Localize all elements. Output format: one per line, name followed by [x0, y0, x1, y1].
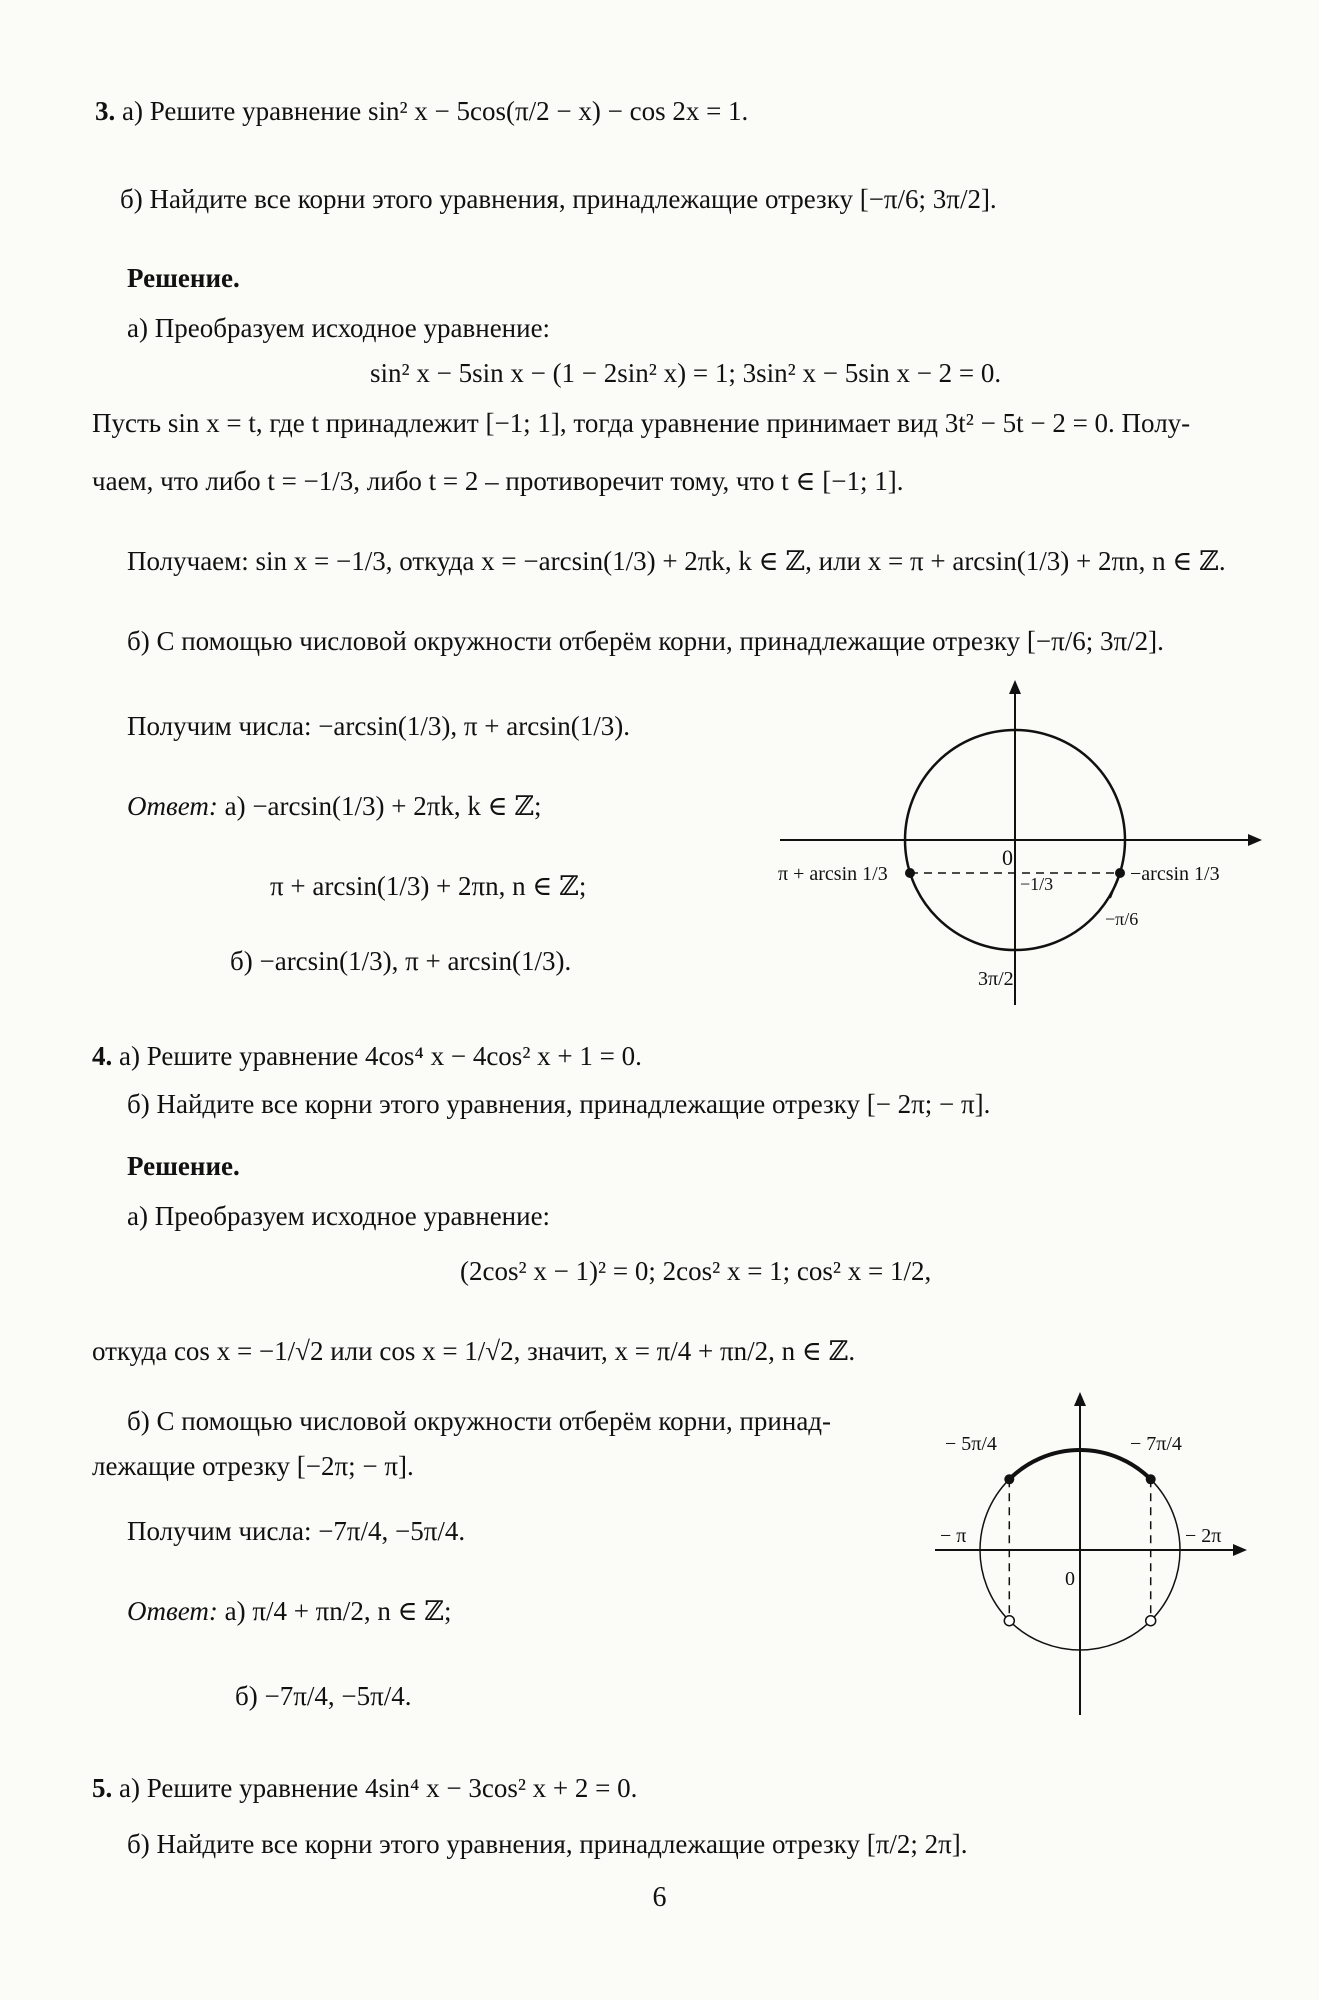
y-axis-arrow-icon — [1074, 1392, 1086, 1406]
bottom-label: 3π/2 — [978, 968, 1014, 990]
problem-4-part-a — [92, 1040, 642, 1074]
point-open — [1004, 1616, 1014, 1626]
solution-line: Пусть sin x = t, где t принадлежит [−1; 1], тогда уравнение принимает вид 3t² − 5t − 2 = 0. Полу- — [92, 408, 1191, 438]
solution-formula: sin² x − 5sin x − (1 − 2sin² x) = 1; 3sin² x − 5sin x − 2 = 0. — [370, 358, 1002, 388]
point-left-label: π + arcsin 1/3 — [778, 863, 888, 885]
solution-line: б) С помощью числовой окружности отберём корни, принадлежащие отрезку [−π/6; 3π/2]. — [127, 626, 1164, 656]
problem-text: а) Решите уравнение 4cos⁴ x − 4cos² x + 1 = 0. — [119, 1041, 642, 1071]
point-left — [905, 868, 915, 878]
answer-line — [127, 1595, 452, 1629]
solution-line: а) Преобразуем исходное уравнение: — [127, 313, 551, 343]
origin-label: 0 — [1065, 1568, 1075, 1590]
solution-line: Получаем: sin x = −1/3, откуда x = −arcsin(1/3) + 2πk, k ∈ ℤ, или x = π + arcsin(1/3) + 2πn, n ∈ ℤ. — [127, 546, 1226, 576]
solution-line: б) С помощью числовой окружности отберём корни, принад- — [127, 1406, 832, 1436]
answer-label: Ответ: — [127, 791, 218, 821]
origin-label: 0 — [1002, 845, 1013, 870]
unit-circle-figure-2 — [935, 1390, 1255, 1720]
problem-4-part-b: б) Найдите все корни этого уравнения, принадлежащие отрезку [− 2π; − π]. — [127, 1089, 991, 1119]
answer-line — [127, 790, 542, 824]
problem-number: 5. — [92, 1773, 113, 1803]
answer-text: а) −arcsin(1/3) + 2πk, k ∈ ℤ; — [224, 791, 542, 821]
x-axis-arrow-icon — [1248, 834, 1262, 846]
tick-pi6 — [1110, 873, 1120, 898]
problem-text: а) Решите уравнение 4sin⁴ x − 3cos² x + 2 = 0. — [119, 1773, 638, 1803]
solution-formula: (2cos² x − 1)² = 0; 2cos² x = 1; cos² x = 1/2, — [460, 1256, 932, 1286]
x-axis-arrow-icon — [1233, 1544, 1247, 1556]
answer-label: Ответ: — [127, 1596, 218, 1626]
problem-text: а) Решите уравнение sin² x − 5cos(π/2 − x) − cos 2x = 1. — [122, 96, 749, 126]
left-label: − π — [940, 1525, 967, 1547]
answer-text: а) π/4 + πn/2, n ∈ ℤ; — [224, 1596, 452, 1626]
y-axis-arrow-icon — [1009, 680, 1021, 694]
minus-pi6-label: −π/6 — [1105, 909, 1139, 929]
point-7pi4 — [1146, 1474, 1156, 1484]
solution-line: а) Преобразуем исходное уравнение: — [127, 1201, 551, 1231]
solution-line: Получим числа: −arcsin(1/3), π + arcsin(1/3). — [127, 711, 630, 741]
point-open — [1146, 1616, 1156, 1626]
solution-line: откуда cos x = −1/√2 или cos x = 1/√2, значит, x = π/4 + πn/2, n ∈ ℤ. — [92, 1336, 856, 1366]
answer-line: б) −arcsin(1/3), π + arcsin(1/3). — [230, 946, 572, 976]
solution-heading: Решение. — [127, 263, 240, 293]
problem-3-part-a — [95, 95, 748, 129]
problem-number: 4. — [92, 1041, 113, 1071]
answer-line: б) −7π/4, −5π/4. — [235, 1681, 412, 1711]
y-value-label: −1/3 — [1020, 874, 1054, 894]
problem-3-part-b: б) Найдите все корни этого уравнения, принадлежащие отрезку [−π/6; 3π/2]. — [120, 184, 997, 214]
problem-5-part-b: б) Найдите все корни этого уравнения, принадлежащие отрезку [π/2; 2π]. — [127, 1829, 968, 1859]
problem-5-part-a — [92, 1772, 637, 1806]
tr-label: − 7π/4 — [1130, 1433, 1182, 1455]
solution-line: лежащие отрезку [−2π; − π]. — [92, 1451, 414, 1481]
solution-heading: Решение. — [127, 1151, 240, 1181]
problem-number: 3. — [95, 96, 116, 126]
unit-circle-figure — [770, 680, 1270, 1020]
point-right-label: −arcsin 1/3 — [1130, 863, 1220, 885]
tl-label: − 5π/4 — [945, 1433, 997, 1455]
page-number: 6 — [652, 1882, 667, 1913]
solution-line: чаем, что либо t = −1/3, либо t = 2 – противоречит тому, что t ∈ [−1; 1]. — [92, 466, 904, 496]
solution-line: Получим числа: −7π/4, −5π/4. — [127, 1516, 466, 1546]
answer-line: π + arcsin(1/3) + 2πn, n ∈ ℤ; — [270, 871, 587, 901]
point-5pi4 — [1004, 1474, 1014, 1484]
right-label: − 2π — [1185, 1525, 1222, 1547]
